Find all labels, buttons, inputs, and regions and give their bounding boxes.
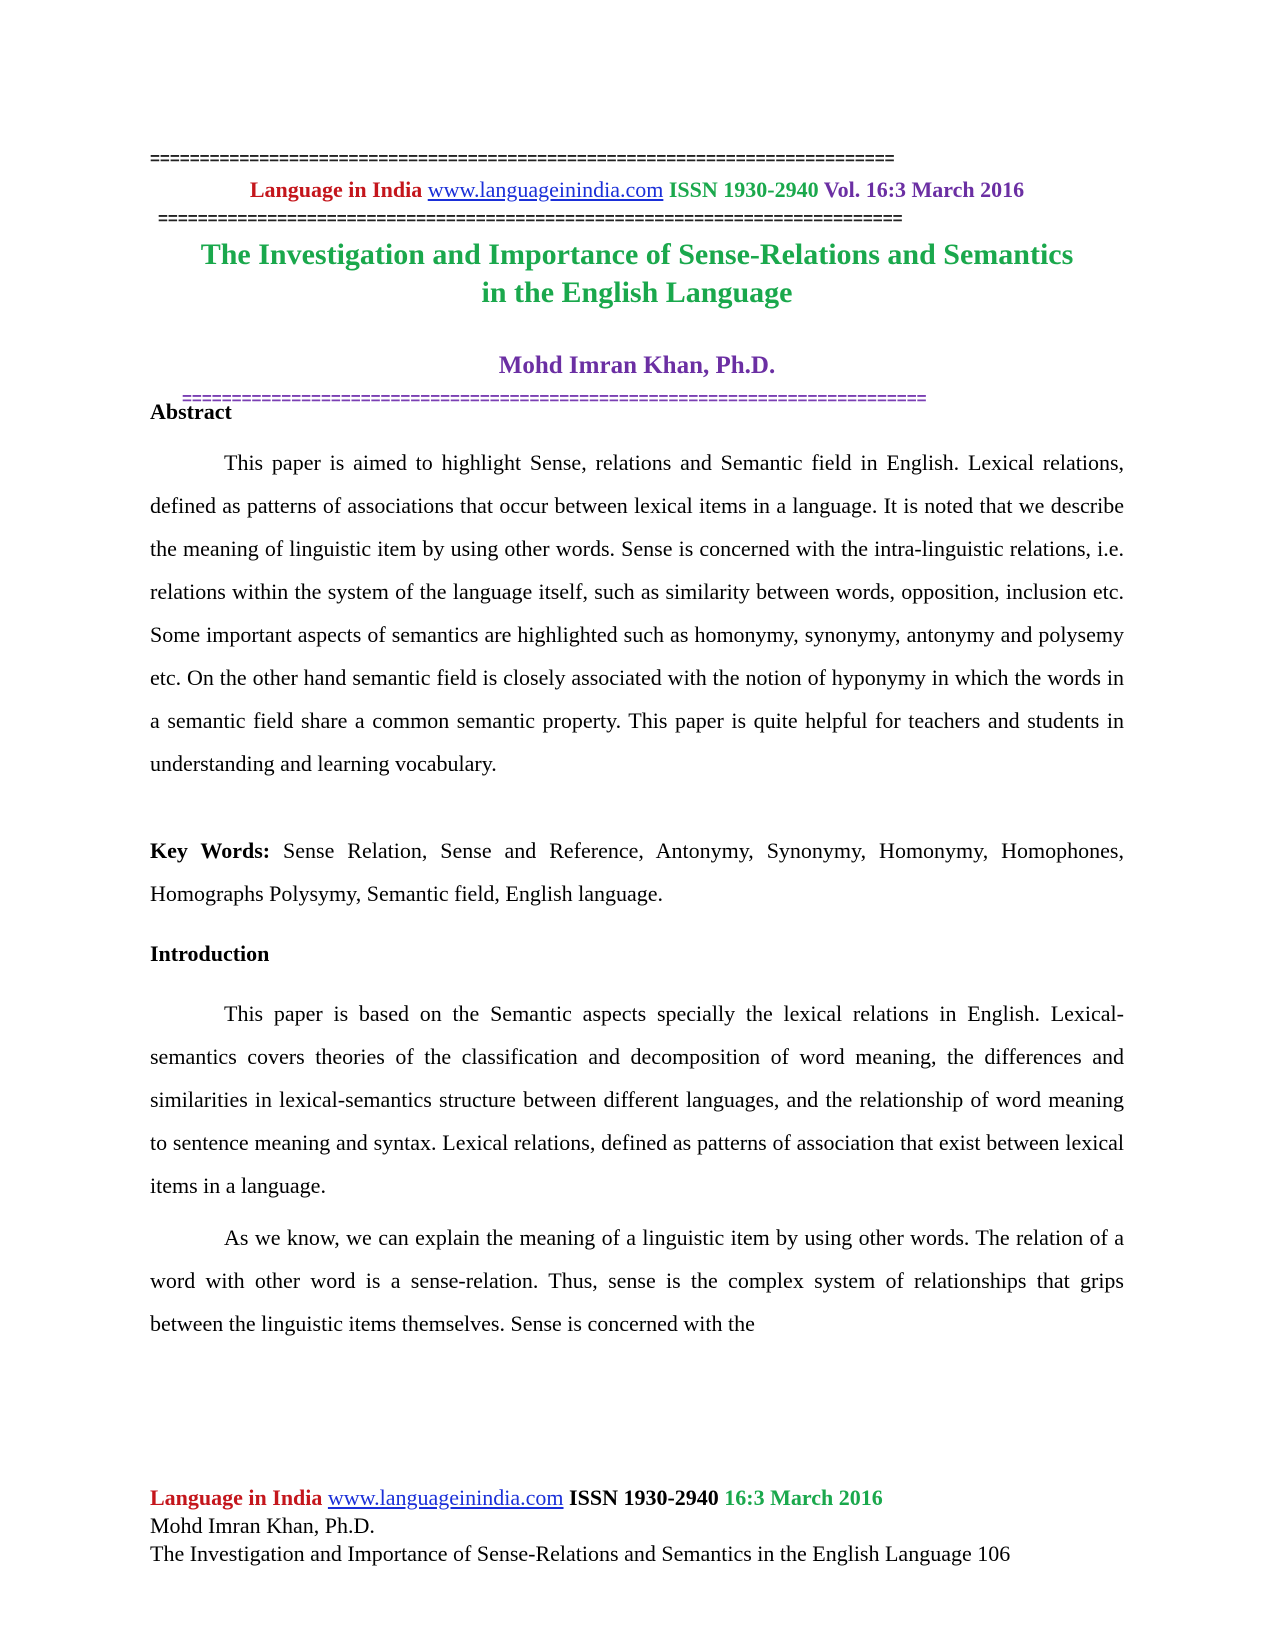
footer-journal-line bbox=[150, 1484, 1124, 1512]
journal-issn: ISSN 1930-2940 bbox=[668, 177, 819, 202]
abstract-heading: Abstract bbox=[150, 399, 232, 424]
page-footer bbox=[150, 1484, 1124, 1568]
footer-issn: ISSN 1930-2940 bbox=[569, 1485, 719, 1510]
keywords-text: Sense Relation, Sense and Reference, Antonymy, Synonymy, Homonymy, Homophones, Homographs Polysymy, Semantic field, English language. bbox=[150, 838, 1124, 906]
introduction-paragraph-1: This paper is based on the Semantic aspects specially the lexical relations in English. Lexical-semantics covers theories of the classification and decomposition of word meaning, the differences and similarities in lexical-semantics structure between different languages, and the relationship of word meaning to sentence meaning and syntax. Lexical relations, defined as patterns of association that exist between lexical items in a language. bbox=[150, 1001, 1124, 1198]
footer-issue: 16:3 March 2016 bbox=[724, 1485, 883, 1510]
footer-author: Mohd Imran Khan, Ph.D. bbox=[150, 1513, 375, 1538]
introduction-heading: Introduction bbox=[150, 941, 270, 966]
paper-title-line-2: in the English Language bbox=[481, 276, 793, 309]
journal-header bbox=[150, 176, 1124, 204]
header-rule-top: =========================================================================== bbox=[150, 150, 895, 168]
keywords bbox=[150, 829, 1124, 915]
author-rule: =========================================================================== bbox=[182, 390, 927, 408]
journal-volume: Vol. 16:3 March 2016 bbox=[823, 177, 1025, 202]
footer-url-link[interactable]: www.languageinindia.com bbox=[327, 1485, 564, 1510]
introduction-paragraph-2: As we know, we can explain the meaning of a linguistic item by using other words. The relation of a word with other word is a sense-relation. Thus, sense is the complex system of relationships that grips between the linguistic items themselves. Sense is concerned with the bbox=[150, 1225, 1124, 1336]
keywords-label: Key Words: bbox=[150, 838, 271, 863]
paper-title-line-1: The Investigation and Importance of Sense-Relations and Semantics bbox=[200, 238, 1074, 271]
header-rule-bottom: =========================================================================== bbox=[158, 210, 903, 228]
journal-name: Language in India bbox=[249, 177, 423, 202]
footer-title: The Investigation and Importance of Sense-Relations and Semantics in the English Language bbox=[150, 1541, 972, 1566]
paper-title bbox=[150, 236, 1124, 312]
abstract-text: This paper is aimed to highlight Sense, relations and Semantic field in English. Lexical relations, defined as patterns of associations that occur between lexical items in a language. It is noted that we describe the meaning of linguistic item by using other words. Sense is concerned with the intra-linguistic relations, i.e. relations within the system of the language itself, such as similarity between words, opposition, inclusion etc. Some important aspects of semantics are highlighted such as homonymy, synonymy, antonymy and polysemy etc. On the other hand semantic field is closely associated with the notion of hyponymy in which the words in a semantic field share a common semantic property. This paper is quite helpful for teachers and students in understanding and learning vocabulary. bbox=[150, 450, 1124, 776]
page-number: 106 bbox=[977, 1541, 1011, 1566]
paper-author: Mohd Imran Khan, Ph.D. bbox=[498, 352, 776, 379]
footer-title-line bbox=[150, 1540, 1124, 1568]
journal-url-link[interactable]: www.languageinindia.com bbox=[427, 177, 664, 202]
footer-journal-name: Language in India bbox=[150, 1485, 323, 1510]
